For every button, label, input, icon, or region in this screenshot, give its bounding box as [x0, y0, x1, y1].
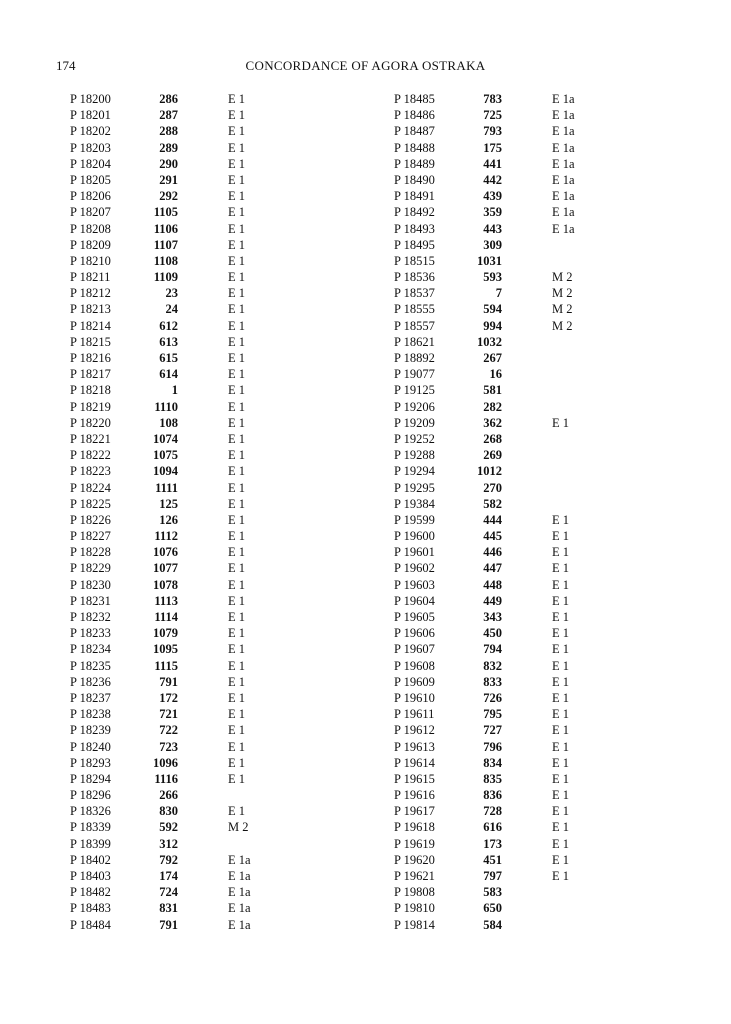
category-code: E 1a	[552, 124, 575, 139]
inventory-number: P 18215	[70, 334, 111, 349]
catalogue-number: 172	[159, 690, 178, 705]
category-code: M 2	[228, 820, 249, 835]
catalogue-number: 727	[483, 723, 502, 738]
inventory-number: P 19601	[394, 545, 435, 560]
inventory-number: P 19619	[394, 836, 435, 851]
category-code: E 1	[552, 545, 570, 560]
catalogue-number: 291	[159, 172, 178, 187]
catalogue-number: 1078	[153, 577, 178, 592]
category-code: E 1	[552, 561, 570, 576]
catalogue-number: 797	[483, 869, 502, 883]
inventory-number: P 19599	[394, 512, 435, 527]
page-number: 174	[56, 58, 76, 73]
catalogue-number: 1111	[155, 480, 178, 495]
inventory-number: P 18207	[70, 205, 111, 220]
category-code: E 1	[228, 739, 246, 754]
catalogue-number: 174	[159, 869, 178, 883]
category-code: E 1	[552, 804, 570, 819]
category-code: M 2	[552, 318, 573, 333]
catalogue-number: 1074	[153, 431, 178, 446]
inventory-number: P 19605	[394, 610, 435, 624]
catalogue-number: 724	[159, 885, 178, 900]
catalogue-number: 582	[483, 496, 502, 511]
category-code: E 1	[228, 156, 246, 171]
inventory-number: P 19209	[394, 415, 435, 430]
inventory-number: P 18293	[70, 755, 111, 770]
category-code: E 1a	[228, 885, 251, 900]
category-code: E 1	[228, 415, 246, 430]
catalogue-number: 309	[483, 237, 502, 252]
inventory-number: P 18486	[394, 108, 435, 123]
category-code: E 1a	[228, 852, 251, 867]
inventory-number: P 18489	[394, 156, 435, 171]
inventory-number: P 18213	[70, 302, 111, 317]
category-code: E 1	[552, 610, 570, 624]
catalogue-number: 722	[159, 723, 178, 738]
inventory-number: P 18231	[70, 593, 111, 608]
inventory-number: P 18212	[70, 286, 111, 301]
catalogue-number: 289	[159, 140, 178, 155]
catalogue-number: 836	[483, 788, 502, 803]
inventory-number: P 18210	[70, 253, 111, 268]
inventory-number: P 19621	[394, 869, 435, 883]
inventory-number: P 19808	[394, 885, 435, 900]
catalogue-number: 1107	[153, 237, 178, 252]
inventory-number: P 18221	[70, 431, 111, 446]
category-code: E 1	[552, 836, 570, 851]
category-code: E 1	[552, 852, 570, 867]
category-code: E 1	[228, 172, 246, 187]
inventory-number: P 18232	[70, 610, 111, 624]
category-code: E 1	[228, 318, 246, 333]
catalogue-number: 1114	[154, 610, 178, 624]
category-code: E 1	[552, 593, 570, 608]
catalogue-number: 1113	[154, 593, 178, 608]
inventory-number: P 18402	[70, 852, 111, 867]
catalogue-number: 288	[159, 124, 178, 139]
category-code: E 1	[228, 512, 246, 527]
inventory-number: P 18225	[70, 496, 111, 511]
category-code: E 1a	[552, 172, 575, 187]
inventory-number: P 19606	[394, 626, 435, 641]
catalogue-number: 614	[159, 367, 178, 382]
category-code: E 1a	[552, 156, 575, 171]
category-code: E 1	[228, 529, 246, 544]
catalogue-number: 835	[483, 771, 502, 786]
inventory-number: P 18490	[394, 172, 435, 187]
catalogue-number: 783	[483, 92, 502, 106]
inventory-number: P 18222	[70, 448, 111, 463]
catalogue-number: 1	[171, 383, 178, 398]
catalogue-number: 448	[483, 577, 502, 592]
inventory-number: P 18206	[70, 189, 111, 204]
inventory-number: P 19607	[394, 642, 435, 657]
inventory-number: P 18485	[394, 92, 435, 106]
category-code: E 1	[552, 626, 570, 641]
catalogue-number: 1076	[153, 545, 178, 560]
catalogue-number: 834	[483, 755, 502, 770]
category-code: E 1	[552, 658, 570, 673]
inventory-number: P 18218	[70, 383, 111, 398]
inventory-number: P 18229	[70, 561, 111, 576]
catalogue-number: 312	[159, 836, 178, 851]
inventory-number: P 18220	[70, 415, 111, 430]
category-code: E 1	[228, 464, 246, 479]
inventory-number: P 18483	[70, 901, 111, 916]
inventory-number: P 18403	[70, 869, 111, 883]
category-code: E 1	[228, 92, 246, 106]
inventory-number: P 18537	[394, 286, 435, 301]
inventory-number: P 18224	[70, 480, 111, 495]
inventory-number: P 18236	[70, 674, 111, 689]
catalogue-number: 442	[483, 172, 502, 187]
catalogue-number: 446	[483, 545, 502, 560]
inventory-number: P 18326	[70, 804, 111, 819]
page-title: CONCORDANCE OF AGORA OSTRAKA	[245, 58, 486, 73]
catalogue-number: 833	[483, 674, 502, 689]
inventory-number: P 19615	[394, 771, 435, 786]
inventory-number: P 18621	[394, 334, 435, 349]
inventory-number: P 18493	[394, 221, 435, 236]
category-code: E 1	[228, 189, 246, 204]
category-code: E 1	[228, 334, 246, 349]
inventory-number: P 18211	[70, 270, 111, 285]
category-code: E 1	[552, 512, 570, 527]
category-code: E 1	[228, 642, 246, 657]
inventory-number: P 18234	[70, 642, 111, 657]
category-code: E 1	[228, 610, 246, 624]
inventory-number: P 19611	[394, 707, 435, 722]
catalogue-number: 721	[159, 707, 178, 722]
catalogue-number: 593	[483, 270, 502, 285]
inventory-number: P 19295	[394, 480, 435, 495]
inventory-number: P 18557	[394, 318, 435, 333]
inventory-number: P 18209	[70, 237, 111, 252]
inventory-number: P 18200	[70, 92, 111, 106]
catalogue-number: 830	[159, 804, 178, 819]
catalogue-number: 584	[483, 917, 502, 932]
inventory-number: P 18219	[70, 399, 111, 414]
inventory-number: P 18339	[70, 820, 111, 835]
inventory-number: P 18238	[70, 707, 111, 722]
catalogue-number: 728	[483, 804, 502, 819]
inventory-number: P 18226	[70, 512, 111, 527]
inventory-number: P 18204	[70, 156, 111, 171]
catalogue-number: 594	[483, 302, 502, 317]
inventory-number: P 18235	[70, 658, 111, 673]
catalogue-number: 1077	[153, 561, 178, 576]
inventory-number: P 19384	[394, 496, 435, 511]
inventory-number: P 19612	[394, 723, 435, 738]
catalogue-number: 1108	[153, 253, 178, 268]
inventory-number: P 18239	[70, 723, 111, 738]
catalogue-number: 1115	[154, 658, 178, 673]
inventory-number: P 18487	[394, 124, 435, 139]
catalogue-number: 286	[159, 92, 178, 106]
category-code: M 2	[552, 302, 573, 317]
category-code: E 1a	[228, 901, 251, 916]
category-code: E 1	[228, 237, 246, 252]
category-code: E 1	[228, 771, 246, 786]
inventory-number: P 19288	[394, 448, 435, 463]
catalogue-number: 723	[159, 739, 178, 754]
category-code: E 1a	[228, 917, 251, 932]
catalogue-number: 650	[483, 901, 502, 916]
inventory-number: P 19814	[394, 917, 435, 932]
catalogue-number: 269	[483, 448, 502, 463]
catalogue-number: 1075	[153, 448, 178, 463]
category-code: M 2	[552, 270, 573, 285]
category-code: E 1	[228, 399, 246, 414]
inventory-number: P 18491	[394, 189, 435, 204]
catalogue-number: 795	[483, 707, 502, 722]
catalogue-number: 24	[165, 302, 178, 317]
inventory-number: P 19077	[394, 367, 435, 382]
category-code: E 1	[228, 755, 246, 770]
category-code: E 1	[228, 561, 246, 576]
catalogue-number: 16	[489, 367, 502, 382]
catalogue-number: 7	[495, 286, 502, 301]
category-code: E 1a	[228, 869, 251, 883]
inventory-number: P 18399	[70, 836, 111, 851]
category-code: E 1	[228, 545, 246, 560]
inventory-number: P 18216	[70, 351, 111, 365]
inventory-number: P 19609	[394, 674, 435, 689]
catalogue-number: 449	[483, 593, 502, 608]
inventory-number: P 19604	[394, 593, 435, 608]
inventory-number: P 18227	[70, 529, 111, 544]
inventory-number: P 18201	[70, 108, 111, 123]
catalogue-number: 282	[483, 399, 502, 414]
inventory-number: P 19206	[394, 399, 435, 414]
category-code: E 1	[228, 626, 246, 641]
category-code: E 1	[228, 593, 246, 608]
catalogue-number: 1012	[477, 464, 502, 479]
inventory-number: P 18495	[394, 237, 435, 252]
category-code: E 1	[228, 658, 246, 673]
catalogue-number: 793	[483, 124, 502, 139]
catalogue-number: 583	[483, 885, 502, 900]
catalogue-number: 266	[159, 788, 178, 803]
category-code: E 1	[228, 674, 246, 689]
inventory-number: P 18482	[70, 885, 111, 900]
catalogue-number: 362	[483, 415, 502, 430]
category-code: E 1	[552, 723, 570, 738]
category-code: E 1	[228, 431, 246, 446]
category-code: E 1	[552, 707, 570, 722]
category-code: E 1	[228, 383, 246, 398]
inventory-number: P 18488	[394, 140, 435, 155]
catalogue-number: 592	[159, 820, 178, 835]
catalogue-number: 612	[159, 318, 178, 333]
catalogue-number: 439	[483, 189, 502, 204]
inventory-number: P 19608	[394, 658, 435, 673]
catalogue-number: 791	[159, 917, 178, 932]
catalogue-number: 615	[159, 351, 178, 365]
catalogue-number: 832	[483, 658, 502, 673]
category-code: E 1	[228, 480, 246, 495]
category-code: E 1	[552, 642, 570, 657]
catalogue-number: 126	[159, 512, 178, 527]
inventory-number: P 18294	[70, 771, 111, 786]
category-code: E 1	[552, 755, 570, 770]
catalogue-number: 791	[159, 674, 178, 689]
catalogue-number: 1031	[477, 253, 502, 268]
catalogue-number: 613	[159, 334, 178, 349]
catalogue-number: 108	[159, 415, 178, 430]
inventory-number: P 19294	[394, 464, 435, 479]
inventory-number: P 19610	[394, 690, 435, 705]
catalogue-number: 792	[159, 852, 178, 867]
inventory-number: P 19618	[394, 820, 435, 835]
catalogue-number: 267	[483, 351, 502, 365]
inventory-number: P 19616	[394, 788, 435, 803]
inventory-number: P 19252	[394, 431, 435, 446]
catalogue-number: 1112	[154, 529, 178, 544]
catalogue-number: 451	[483, 852, 502, 867]
catalogue-number: 290	[159, 156, 178, 171]
catalogue-number: 1109	[153, 270, 178, 285]
category-code: E 1	[228, 302, 246, 317]
category-code: E 1	[228, 577, 246, 592]
category-code: E 1	[228, 124, 246, 139]
category-code: E 1	[552, 577, 570, 592]
catalogue-number: 447	[483, 561, 502, 576]
category-code: E 1	[552, 771, 570, 786]
inventory-number: P 19620	[394, 852, 435, 867]
catalogue-number: 581	[483, 383, 502, 398]
inventory-number: P 18492	[394, 205, 435, 220]
category-code: E 1	[552, 674, 570, 689]
category-code: E 1a	[552, 92, 575, 106]
inventory-number: P 18233	[70, 626, 111, 641]
category-code: E 1	[228, 205, 246, 220]
catalogue-number: 173	[483, 836, 502, 851]
category-code: E 1	[228, 496, 246, 511]
inventory-number: P 18214	[70, 318, 111, 333]
catalogue-number: 1079	[153, 626, 178, 641]
inventory-number: P 18203	[70, 140, 111, 155]
catalogue-number: 994	[483, 318, 502, 333]
inventory-number: P 18208	[70, 221, 111, 236]
catalogue-number: 450	[483, 626, 502, 641]
category-code: E 1	[228, 221, 246, 236]
category-code: E 1	[228, 286, 246, 301]
category-code: M 2	[552, 286, 573, 301]
catalogue-number: 445	[483, 529, 502, 544]
inventory-number: P 18515	[394, 253, 435, 268]
inventory-number: P 19613	[394, 739, 435, 754]
category-code: E 1a	[552, 108, 575, 123]
inventory-number: P 18202	[70, 124, 111, 139]
inventory-number: P 18240	[70, 739, 111, 754]
catalogue-number: 1095	[153, 642, 178, 657]
category-code: E 1	[228, 367, 246, 382]
catalogue-number: 175	[483, 140, 502, 155]
catalogue-number: 270	[483, 480, 502, 495]
inventory-number: P 19125	[394, 383, 435, 398]
category-code: E 1	[228, 448, 246, 463]
catalogue-number: 726	[483, 690, 502, 705]
catalogue-number: 831	[159, 901, 178, 916]
catalogue-number: 292	[159, 189, 178, 204]
category-code: E 1	[552, 869, 570, 883]
category-code: E 1	[228, 723, 246, 738]
inventory-number: P 19600	[394, 529, 435, 544]
category-code: E 1	[552, 415, 570, 430]
catalogue-number: 1094	[153, 464, 178, 479]
catalogue-number: 23	[165, 286, 178, 301]
category-code: E 1	[228, 351, 246, 365]
inventory-number: P 18296	[70, 788, 111, 803]
inventory-number: P 18205	[70, 172, 111, 187]
catalogue-number: 616	[483, 820, 502, 835]
inventory-number: P 18223	[70, 464, 111, 479]
category-code: E 1	[228, 108, 246, 123]
inventory-number: P 19614	[394, 755, 435, 770]
catalogue-number: 343	[483, 610, 502, 624]
category-code: E 1	[228, 270, 246, 285]
inventory-number: P 18228	[70, 545, 111, 560]
category-code: E 1	[552, 690, 570, 705]
category-code: E 1	[228, 253, 246, 268]
category-code: E 1	[552, 788, 570, 803]
inventory-number: P 19810	[394, 901, 435, 916]
catalogue-number: 796	[483, 739, 502, 754]
catalogue-number: 1110	[154, 399, 178, 414]
category-code: E 1	[228, 140, 246, 155]
catalogue-number: 443	[483, 221, 502, 236]
category-code: E 1a	[552, 189, 575, 204]
catalogue-number: 441	[483, 156, 502, 171]
catalogue-number: 1032	[477, 334, 502, 349]
catalogue-number: 359	[483, 205, 502, 220]
inventory-number: P 18237	[70, 690, 111, 705]
catalogue-number: 1096	[153, 755, 178, 770]
category-code: E 1	[552, 820, 570, 835]
category-code: E 1a	[552, 221, 575, 236]
catalogue-number: 725	[483, 108, 502, 123]
inventory-number: P 19602	[394, 561, 435, 576]
inventory-number: P 18484	[70, 917, 111, 932]
inventory-number: P 19603	[394, 577, 435, 592]
inventory-number: P 18217	[70, 367, 111, 382]
category-code: E 1	[552, 529, 570, 544]
inventory-number: P 19617	[394, 804, 435, 819]
category-code: E 1a	[552, 140, 575, 155]
inventory-number: P 18892	[394, 351, 435, 365]
catalogue-number: 287	[159, 108, 178, 123]
inventory-number: P 18230	[70, 577, 111, 592]
catalogue-number: 444	[483, 512, 502, 527]
catalogue-number: 794	[483, 642, 502, 657]
category-code: E 1a	[552, 205, 575, 220]
category-code: E 1	[552, 739, 570, 754]
catalogue-number: 125	[159, 496, 178, 511]
inventory-number: P 18536	[394, 270, 435, 285]
catalogue-number: 1116	[154, 771, 178, 786]
catalogue-number: 268	[483, 431, 502, 446]
category-code: E 1	[228, 804, 246, 819]
category-code: E 1	[228, 707, 246, 722]
catalogue-number: 1105	[153, 205, 178, 220]
inventory-number: P 18555	[394, 302, 435, 317]
catalogue-number: 1106	[153, 221, 178, 236]
category-code: E 1	[228, 690, 246, 705]
